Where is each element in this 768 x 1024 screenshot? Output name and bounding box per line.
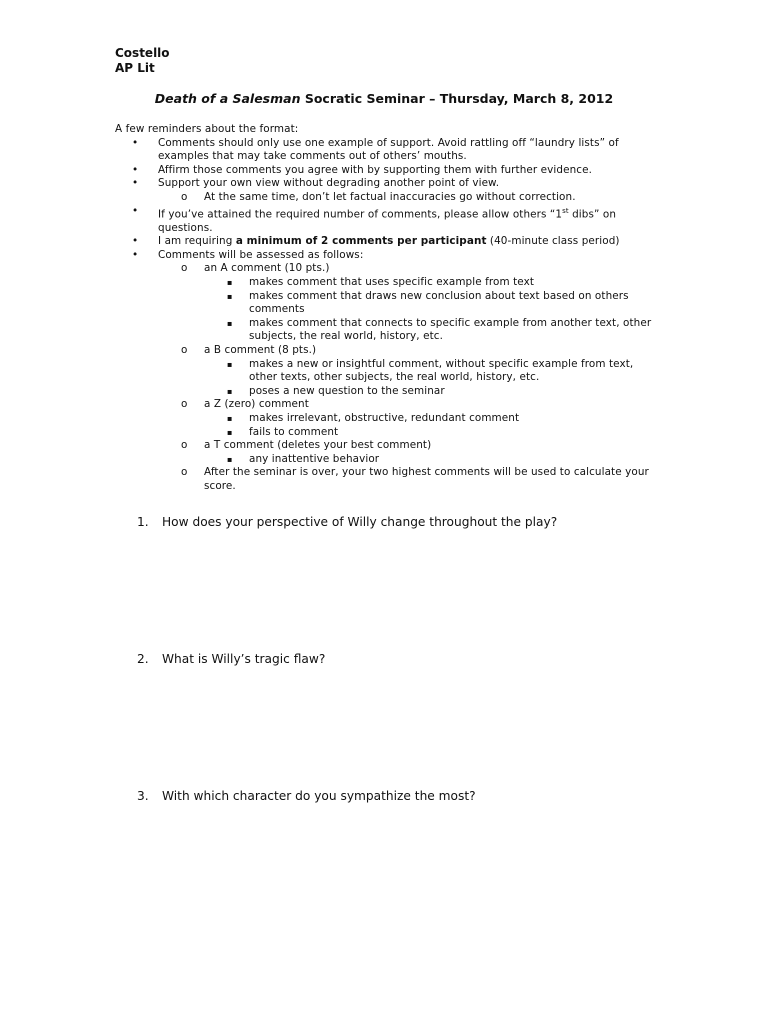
grade-label: a Z (zero) comment — [204, 398, 309, 411]
criteria-item — [115, 358, 655, 385]
criteria-text: makes comment that uses specific example from text — [249, 276, 535, 288]
bullet-marker: • — [132, 204, 139, 217]
bullet-marker: • — [132, 177, 139, 190]
square-marker: ▪ — [227, 413, 233, 423]
list-item-text: Affirm those comments you agree with by supporting them with further evidence. — [158, 163, 592, 176]
list-item — [115, 164, 655, 178]
list-item-text: I am requiring — [158, 235, 236, 248]
sub-list-item — [115, 191, 655, 205]
grade-z — [115, 398, 655, 412]
question-number: 2. — [137, 652, 149, 666]
bullet-marker: • — [132, 248, 139, 261]
question-number: 1. — [137, 515, 149, 529]
list-item-text: Comments will be assessed as follows: — [158, 248, 364, 261]
requirement-emphasis: a minimum of 2 comments per participant — [235, 235, 487, 248]
criteria-item — [115, 385, 655, 399]
circle-marker: o — [181, 190, 188, 203]
document-header — [115, 46, 170, 76]
square-marker: ▪ — [227, 454, 233, 464]
title-work: Death of a Salesman — [154, 91, 301, 106]
reminders-intro: A few reminders about the format: — [115, 123, 299, 135]
criteria-item — [115, 412, 655, 426]
criteria-item — [115, 317, 655, 344]
square-marker: ▪ — [227, 318, 233, 328]
circle-marker: o — [181, 466, 188, 479]
question-text: With which character do you sympathize the most? — [162, 789, 476, 803]
list-item — [115, 205, 655, 236]
square-marker: ▪ — [227, 278, 233, 287]
criteria-item — [115, 290, 655, 317]
title-rest: Socratic Seminar – Thursday, March 8, 2012 — [300, 91, 614, 106]
list-item — [115, 235, 655, 249]
criteria-text: any inattentive behavior — [249, 452, 380, 465]
scoring-text: After the seminar is over, your two highest comments will be used to calculate your score. — [204, 466, 649, 492]
square-marker: ▪ — [227, 359, 233, 369]
scoring-note — [115, 466, 655, 493]
question-number: 3. — [137, 789, 149, 803]
page-title — [0, 91, 768, 106]
grade-t — [115, 439, 655, 453]
grade-label: a T comment (deletes your best comment) — [204, 439, 432, 452]
list-item — [115, 137, 655, 164]
list-item-text: Support your own view without degrading another point of view. — [158, 177, 500, 190]
grade-label: a B comment (8 pts.) — [204, 343, 317, 356]
square-marker: ▪ — [227, 386, 233, 396]
circle-marker: o — [181, 343, 188, 356]
list-item — [115, 177, 655, 191]
teacher-name: Costello — [115, 46, 170, 60]
criteria-item — [115, 276, 655, 290]
criteria-text: poses a new question to the seminar — [249, 384, 445, 397]
list-item-text: (40-minute class period) — [486, 235, 620, 248]
list-item-text: Comments should only use one example of support. Avoid rattling off “laundry lists” of examples that may take comments out of others’ mouths. — [158, 136, 619, 163]
grade-a — [115, 262, 655, 276]
superscript: st — [562, 206, 569, 215]
circle-marker: o — [181, 439, 188, 452]
criteria-item — [115, 426, 655, 440]
circle-marker: o — [181, 398, 188, 411]
list-item-text: At the same time, don’t let factual inaccuracies go without correction. — [204, 190, 576, 203]
list-item — [115, 249, 655, 263]
bullet-marker: • — [132, 235, 139, 248]
criteria-text: makes irrelevant, obstructive, redundant comment — [249, 411, 520, 424]
question-text: How does your perspective of Willy change throughout the play? — [162, 515, 558, 529]
criteria-text: makes comment that draws new conclusion about text based on others comments — [249, 289, 629, 316]
list-item-text: If you’ve attained the required number of comments, please allow others “1 — [158, 208, 563, 221]
criteria-text: makes comment that connects to specific example from another text, other subjects, the real world, history, etc. — [249, 316, 652, 343]
question-text: What is Willy’s tragic flaw? — [162, 652, 326, 666]
grade-label: an A comment (10 pts.) — [204, 262, 330, 275]
list-item-text: dibs” on questions. — [158, 208, 617, 234]
bullet-marker: • — [132, 163, 139, 176]
bullet-marker: • — [132, 136, 139, 149]
reminders-section — [115, 123, 655, 494]
course-name: AP Lit — [115, 61, 155, 75]
criteria-text: makes a new or insightful comment, without specific example from text, other texts, other subjects, the real world, history, etc. — [249, 357, 634, 384]
grade-b — [115, 344, 655, 358]
square-marker: ▪ — [227, 291, 233, 301]
square-marker: ▪ — [227, 427, 233, 437]
criteria-text: fails to comment — [249, 425, 339, 438]
circle-marker: o — [181, 262, 188, 275]
criteria-item — [115, 453, 655, 467]
